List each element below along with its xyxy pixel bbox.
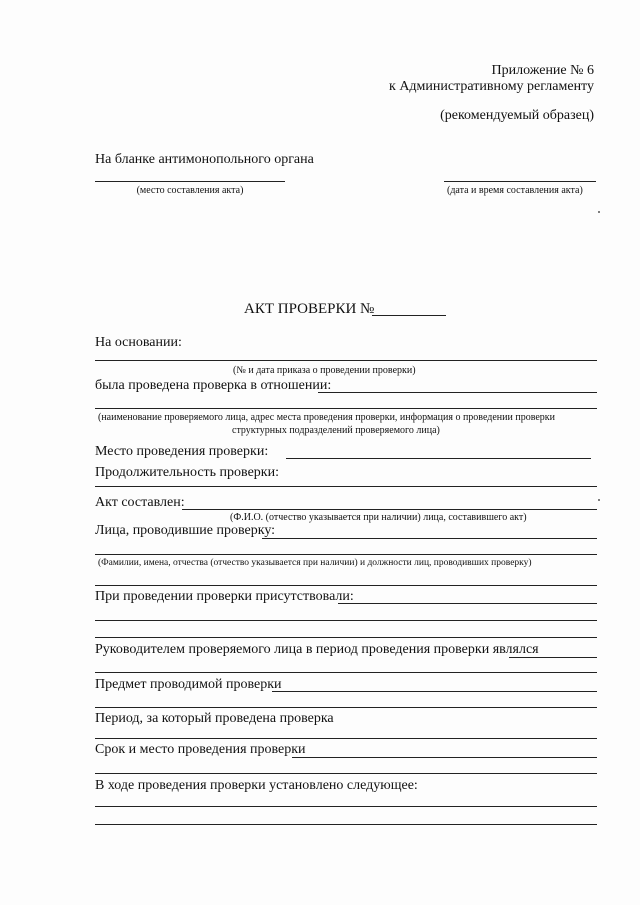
subject-line-2[interactable] <box>95 707 597 708</box>
document-title: АКТ ПРОВЕРКИ № <box>244 301 375 317</box>
term-place-line-1[interactable] <box>292 757 597 758</box>
inspected-line-1[interactable] <box>318 392 597 393</box>
inspected-line-2[interactable] <box>95 408 597 409</box>
inspected-caption-2: структурных подразделений проверяемого лица) <box>232 425 440 436</box>
sample-note: (рекомендуемый образец) <box>440 108 594 123</box>
inspectors-line-2[interactable] <box>95 554 597 555</box>
period-label: Период, за который проведена проверка <box>95 711 334 726</box>
basis-label: На основании: <box>95 335 182 350</box>
compiled-caption: (Ф.И.О. (отчество указывается при наличии) лица, составившего акт) <box>230 512 527 523</box>
subject-label: Предмет проводимой проверки <box>95 677 282 692</box>
head-line-1[interactable] <box>509 657 597 658</box>
head-line-2[interactable] <box>95 672 597 673</box>
compiled-line[interactable] <box>182 509 597 510</box>
period-line[interactable] <box>95 738 597 739</box>
datetime-line[interactable] <box>444 181 596 182</box>
present-line-3[interactable] <box>95 637 597 638</box>
appendix-number: Приложение № 6 <box>491 63 594 78</box>
inspectors-caption: (Фамилии, имена, отчества (отчество указывается при наличии) и должности лиц, проводивших проверку) <box>98 558 532 568</box>
duration-label: Продолжительность проверки: <box>95 465 279 480</box>
location-label: Место проведения проверки: <box>95 444 269 459</box>
place-caption: (место составления акта) <box>136 185 244 196</box>
inspected-caption-1: (наименование проверяемого лица, адрес места проведения проверки, информация о проведении проверки <box>98 412 556 423</box>
scan-dot <box>598 499 600 501</box>
findings-label: В ходе проведения проверки установлено следующее: <box>95 778 418 793</box>
present-line-2[interactable] <box>95 620 597 621</box>
findings-line-2[interactable] <box>95 824 597 825</box>
subject-line-1[interactable] <box>272 691 597 692</box>
present-line-1[interactable] <box>338 603 597 604</box>
basis-line[interactable] <box>95 360 597 361</box>
datetime-caption: (дата и время составления акта) <box>447 185 583 196</box>
head-label: Руководителем проверяемого лица в период проведения проверки являлся <box>95 642 539 657</box>
location-line[interactable] <box>286 458 591 459</box>
term-place-line-2[interactable] <box>95 773 597 774</box>
findings-line-1[interactable] <box>95 806 597 807</box>
regulation-reference: к Административному регламенту <box>389 79 594 94</box>
inspected-label: была проведена проверка в отношении: <box>95 378 332 393</box>
act-number-line[interactable] <box>372 315 446 316</box>
compiled-label: Акт составлен: <box>95 495 185 510</box>
inspectors-label: Лица, проводившие проверку: <box>95 523 276 538</box>
present-label: При проведении проверки присутствовали: <box>95 589 354 604</box>
scan-dot <box>598 211 600 213</box>
inspectors-line-3[interactable] <box>95 585 597 586</box>
duration-line[interactable] <box>95 486 597 487</box>
place-line[interactable] <box>95 181 285 182</box>
term-place-label: Срок и место проведения проверки <box>95 742 306 757</box>
inspectors-line-1[interactable] <box>262 538 597 539</box>
letterhead-note: На бланке антимонопольного органа <box>95 152 314 167</box>
basis-caption: (№ и дата приказа о проведении проверки) <box>233 365 416 376</box>
